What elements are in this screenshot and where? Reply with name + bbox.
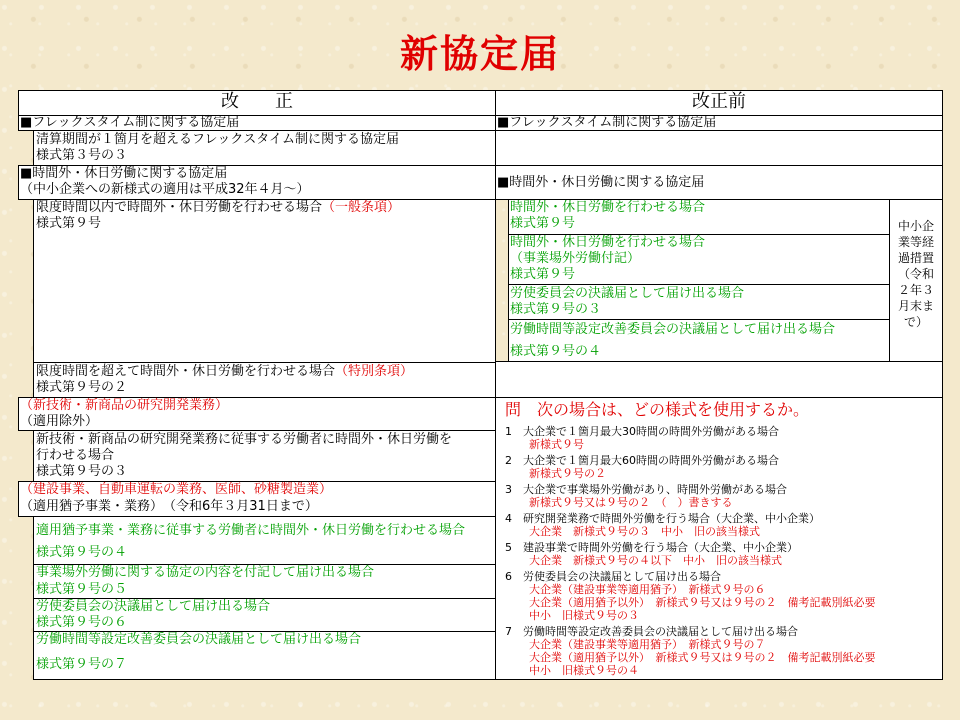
left-grace-row-2-text: 事業場外労働に関する協定の内容を付記して届け出る場合 [36,565,375,580]
left-grace-row-1-form: 様式第９号の４ [36,545,128,560]
left-general-clause-form: 様式第９号 [36,216,102,231]
right-transition-note [889,218,943,330]
transition-note-line: 中小企 [897,219,934,233]
qa-item [505,454,935,480]
right-overtime-heading-text: ■時間外・休日労働に関する協定届 [497,175,705,190]
qa-item-answer: 大企業 新様式９号の４以下 中小 旧の該当様式 [529,554,782,567]
right-flex-empty-cell [495,130,943,166]
transition-note-line: ２年３ [897,283,934,297]
qa-panel [505,400,935,680]
right-form-row-2-text: 時間外・休日労働を行わせる場合 [510,235,706,250]
left-rd-heading: （新技術・新商品の研究開発業務） [20,398,229,413]
qa-item-answer: 大企業（建設事業等適用猶予） 新様式９号の６ [529,583,766,596]
qa-item [505,512,935,538]
qa-item-answer: 大企業 新様式９号の３ 中小 旧の該当様式 [529,525,760,538]
left-grace-row-3-text: 労使委員会の決議届として届け出る場合 [36,599,271,614]
qa-item [505,425,935,451]
left-grace-row-2-form: 様式第９号の５ [36,582,128,597]
qa-item-answer: 新様式９号 [529,438,584,451]
left-special-clause-form: 様式第９号の２ [36,380,128,395]
left-special-clause-text [36,364,413,380]
right-form-row-4-form: 様式第９号の４ [510,344,602,359]
qa-item-question: 3 大企業で事業場外労働があり、時間外労働がある場合 [505,483,787,496]
transition-note-line: 月末ま [897,299,934,313]
left-grace-row-4-form: 様式第９号の７ [36,657,128,672]
left-flex-heading-text: ■フレックスタイム制に関する協定届 [20,115,240,130]
transition-note-line: （令和 [897,267,934,281]
left-grace-row-3-form: 様式第９号の６ [36,615,128,630]
left-flex-item-text: 清算期間が１箇月を超えるフレックスタイム制に関する協定届 [36,132,399,147]
qa-item-question: 4 研究開発業務で時間外労働を行う場合（大企業、中小企業） [505,512,820,525]
left-construction-subheading: （適用猶予事業・業務） （令和6年３月31日まで） [20,499,318,514]
general-clause-tag: （一般条項） [322,200,401,215]
left-general-clause-text [36,200,400,216]
left-general-clause-cell [33,199,496,363]
page-title: 新協定届 [399,32,560,76]
qa-item [505,541,935,567]
qa-item-answer: 中小 旧様式９号の４ [529,664,639,677]
general-clause-desc: 限度時間以内で時間外・休日労働を行わせる場合 [36,200,323,215]
left-rd-item-form: 様式第９号の３ [36,464,128,479]
left-rd-item-line1: 新技術・新商品の研究開発業務に従事する労働者に時間外・休日労働を [36,432,453,447]
qa-item [505,625,935,677]
qa-item-answer: 大企業（適用猶予以外） 新様式９号又は９号の２ 備考記載別紙必要 [529,596,876,609]
left-flex-item-form: 様式第３号の３ [36,148,128,163]
header-right-label: 改正前 [692,91,746,112]
right-form-row-1-text: 時間外・休日労働を行わせる場合 [510,200,706,215]
right-flex-heading-text: ■フレックスタイム制に関する協定届 [497,115,717,130]
qa-item-answer: 大企業（適用猶予以外） 新様式９号又は９号の２ 備考記載別紙必要 [529,651,876,664]
right-form-row-3-text: 労使委員会の決議届として届け出る場合 [510,286,745,301]
left-overtime-heading-note: （中小企業への新様式の適用は平成32年４月〜） [20,182,310,197]
special-clause-tag: （特別条項） [335,364,414,379]
left-grace-row-4-text: 労働時間等設定改善委員会の決議届として届け出る場合 [36,632,362,647]
qa-item-question: 5 建設事業で時間外労働を行う場合（大企業、中小企業） [505,541,798,554]
left-overtime-heading-text: ■時間外・休日労働に関する協定届 [20,166,228,181]
qa-item [505,483,935,509]
right-form-row-2-form: 様式第９号 [510,267,576,282]
qa-item [505,570,935,622]
header-left-label: 改 正 [221,91,293,112]
transition-note-line: 業等経 [897,235,934,249]
transition-note-line: 過措置 [897,251,934,265]
qa-item-question: 2 大企業で１箇月最大60時間の時間外労働がある場合 [505,454,779,467]
right-gap-cell [495,361,943,398]
qa-item-question: 7 労働時間等設定改善委員会の決議届として届け出る場合 [505,625,798,638]
right-form-row-2-note: （事業場外労働付記） [510,251,641,266]
qa-item-question: 1 大企業で１箇月最大30時間の時間外労働がある場合 [505,425,779,438]
left-grace-row-1-text: 適用猶予事業・業務に従事する労働者に時間外・休日労働を行わせる場合 [36,523,466,538]
qa-item-answer: 新様式９号又は９号の２ （ ）書きする [529,496,733,509]
special-clause-desc: 限度時間を超えて時間外・休日労働を行わせる場合 [36,364,336,379]
right-form-row-3-form: 様式第９号の３ [510,302,602,317]
qa-item-answer: 新様式９号の２ [529,467,606,480]
qa-item-question: 6 労使委員会の決議届として届け出る場合 [505,570,721,583]
left-rd-exclusion: （適用除外） [20,414,99,429]
left-construction-heading: （建設事業、自動車運転の業務、医師、砂糖製造業） [20,482,333,497]
qa-question: 問 次の場合は、どの様式を使用するか。 [505,400,810,419]
right-form-row-1-form: 様式第９号 [510,216,576,231]
transition-note-line: で） [903,315,928,329]
qa-item-answer: 中小 旧様式９号の３ [529,609,639,622]
left-rd-item-line2: 行わせる場合 [36,448,115,463]
qa-items [505,425,935,677]
qa-item-answer: 大企業（建設事業等適用猶予） 新様式９号の７ [529,638,766,651]
right-form-row-4-text: 労働時間等設定改善委員会の決議届として届け出る場合 [510,322,836,337]
